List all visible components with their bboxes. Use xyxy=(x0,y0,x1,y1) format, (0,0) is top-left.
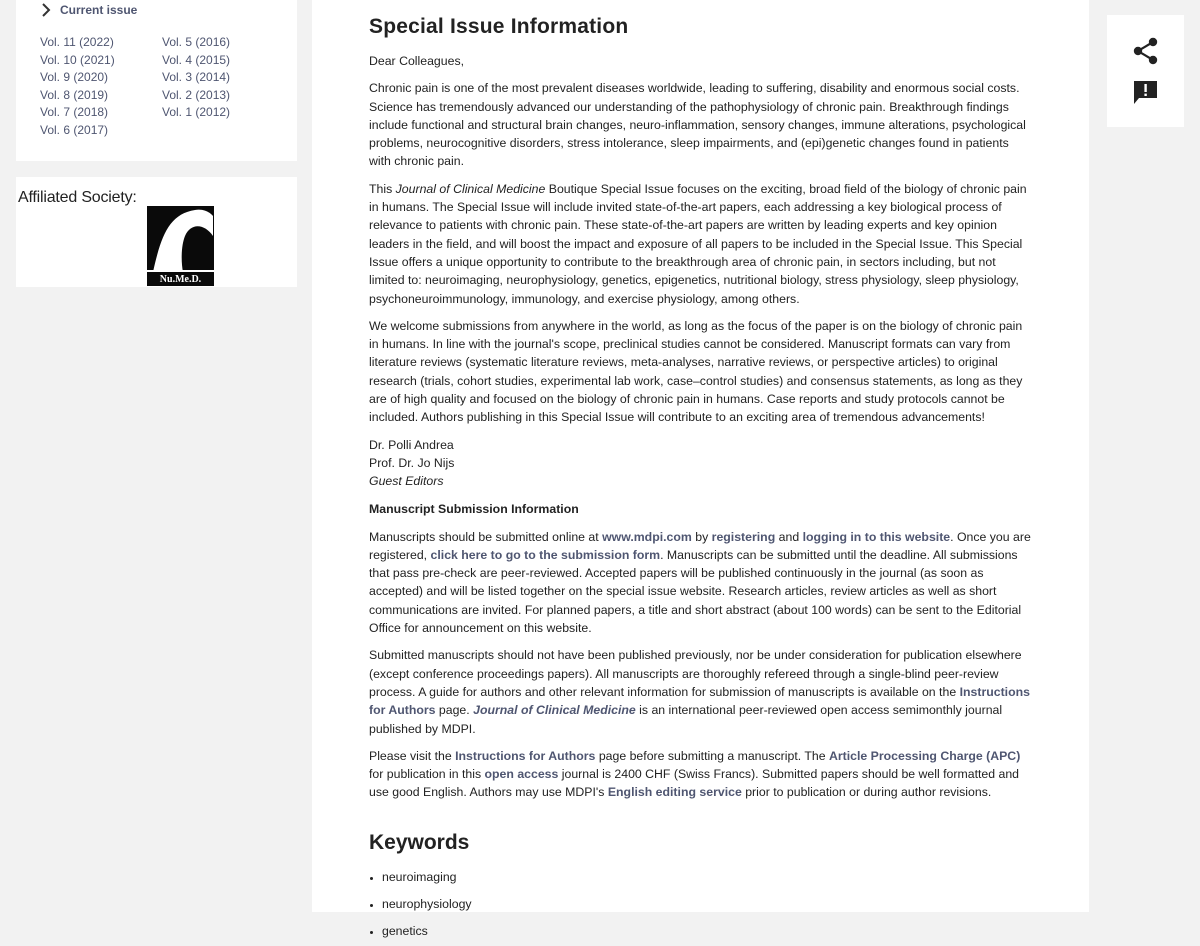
volume-link[interactable]: Vol. 8 (2019) xyxy=(40,87,109,102)
volume-link[interactable]: Vol. 2 (2013) xyxy=(162,87,231,102)
volume-link[interactable]: Vol. 5 (2016) xyxy=(162,35,231,49)
paragraph-intro: Chronic pain is one of the most prevalent diseases worldwide, leading to suffering, disability and enormous social costs. Science has tremendously advanced our understanding of the pathophysiology of chronic pain. Breakthrough findings include functional and structural brain changes, neuro-inflammation, sensory changes, immune alterations, psychological problems, neurocognitive disorders, stress intolerance, sleep impairments, and (epi)genetic changes found in patients with chronic pain. xyxy=(369,81,1026,169)
feedback-icon[interactable] xyxy=(1132,79,1159,106)
volume-link[interactable]: Vol. 3 (2014) xyxy=(162,70,231,85)
paragraph-apc: Please visit the Instructions for Authors page before submitting a manuscript. The Article Processing Charge (APC) for publication in this open access journal is 2400 CHF (Swiss Francs). Submitted papers should be well formatted and use good English. Authors may use MDPI's English editing service prior to publication or during author revisions. xyxy=(369,748,1021,800)
keywords-list xyxy=(369,864,1034,945)
numed-society-logo[interactable] xyxy=(147,206,214,286)
volume-link[interactable]: Vol. 4 (2015) xyxy=(162,52,231,67)
paragraph-submission: Manuscripts should be submitted online at www.mdpi.com by registering and logging in to this website. Once you are registered, click here to go to the submission form. Manuscripts can be submitted until the deadline. All submissions that pass pre-check are peer-reviewed. Accepted papers will be published continuously in the journal (as soon as accepted) and will be listed together on the special issue website. Research articles, review articles as well as short communications are invited. For planned papers, a title and short abstract (about 100 words) can be sent to the Editorial Office for announcement on this website. xyxy=(369,529,1031,636)
journal-sidebar xyxy=(16,0,297,161)
paragraph-guidelines: Submitted manuscripts should not have been published previously, nor be under consideration for publication elsewhere (except conference proceedings papers). All manuscripts are thoroughly refereed through a single-blind peer-review process. A guide for authors and other relevant information for submission of manuscripts is available on the Instructions for Authors page. Journal of Clinical Medicine is an international peer-reviewed open access semimonthly journal published by MDPI. xyxy=(369,648,1030,736)
register-link[interactable]: registering xyxy=(711,529,776,544)
volume-link[interactable]: Vol. 11 (2022) xyxy=(40,35,114,49)
logo-text: Nu.Me.D. xyxy=(159,274,202,285)
action-panel xyxy=(1107,15,1184,127)
apc-link[interactable]: Article Processing Charge (APC) xyxy=(828,748,1021,763)
volume-link[interactable]: Vol. 6 (2017) xyxy=(40,122,109,137)
affiliated-society-label: Affiliated Society: xyxy=(18,189,137,206)
chevron-right-icon xyxy=(40,2,52,18)
page-title: Special Issue Information xyxy=(369,15,629,38)
affiliated-society-box xyxy=(16,177,297,287)
journal-name: Journal of Clinical Medicine xyxy=(395,181,546,196)
editors-label: Guest Editors xyxy=(369,474,444,489)
guest-editors xyxy=(369,436,1034,491)
volume-list xyxy=(40,34,280,140)
current-issue-link[interactable] xyxy=(40,0,137,20)
editor-name: Dr. Polli Andrea xyxy=(369,437,454,452)
login-link[interactable]: logging in to this website xyxy=(802,529,951,544)
current-issue-label: Current issue xyxy=(60,3,138,17)
paragraph-welcome: We welcome submissions from anywhere in the world, as long as the focus of the paper is on the biology of chronic pain in humans. In line with the journal's scope, preclinical studies cannot be considered. Manuscript formats can vary from literature reviews (systematic literature reviews, meta-analyses, narrative reviews, or perspective articles) to original research (trials, cohort studies, experimental lab work, case–control studies) and consensus statements, as long as they are of high quality and focused on the biology of chronic pain in humans. Case reports and study protocols cannot be included. Authors publishing in this Special Issue will contribute to an exciting area of tremendous advancements! xyxy=(369,318,1023,425)
english-editing-link[interactable]: English editing service xyxy=(607,785,742,800)
submission-section-title: Manuscript Submission Information xyxy=(369,501,579,516)
paragraph-focus: This Journal of Clinical Medicine Boutique Special Issue focuses on the exciting, broad field of the biology of chronic pain in humans. The Special Issue will include invited state-of-the-art papers, each addressing a key biological process of relevance to patients with chronic pain. These state-of-the-art papers are written by leading experts and key opinion leaders in the field, and will boost the impact and exposure of all papers to be included in the Special Issue. This Special Issue offers a unique opportunity to contribute to the breakthrough area of chronic pain, in sectors including, but not limited to: neuroimaging, neurophysiology, genetics, epigenetics, nutritional biology, stress physiology, sleep physiology, psychoneuroimmunology, immunology, and exercise physiology, among others. xyxy=(369,181,1027,306)
keyword-item: • neuroimaging xyxy=(382,864,1034,891)
editor-name: Prof. Dr. Jo Nijs xyxy=(369,455,455,470)
submission-form-link[interactable]: click here to go to the submission form xyxy=(430,547,661,562)
volume-link[interactable]: Vol. 10 (2021) xyxy=(40,52,115,67)
share-icon[interactable] xyxy=(1133,37,1159,65)
instructions-for-authors-link[interactable]: Instructions for Authors xyxy=(455,748,596,763)
volume-link[interactable]: Vol. 1 (2012) xyxy=(162,105,231,120)
keyword-item: • genetics xyxy=(382,918,1034,945)
main-content xyxy=(312,0,1089,938)
keyword-item: • neurophysiology xyxy=(382,891,1034,918)
volume-link[interactable]: Vol. 9 (2020) xyxy=(40,70,109,85)
instructions-for-authors-link[interactable]: Instructions for Authors xyxy=(369,684,1030,718)
greeting: Dear Colleagues, xyxy=(369,54,465,68)
volume-link[interactable]: Vol. 7 (2018) xyxy=(40,105,109,120)
journal-link[interactable]: Journal of Clinical Medicine xyxy=(473,703,636,718)
open-access-link[interactable]: open access xyxy=(484,767,559,782)
mdpi-site-link[interactable]: www.mdpi.com xyxy=(602,529,692,544)
keywords-title: Keywords xyxy=(369,830,470,854)
